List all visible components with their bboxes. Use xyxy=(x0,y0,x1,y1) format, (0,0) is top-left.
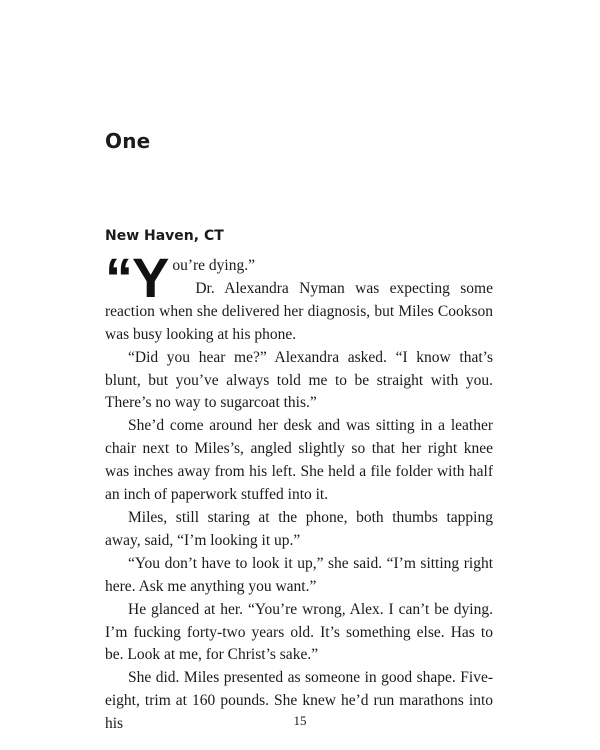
chapter-location: New Haven, CT xyxy=(105,228,224,244)
chapter-body xyxy=(105,246,493,736)
paragraph: He glanced at her. “You’re wrong, Alex. I can’t be dying. I’m fucking forty-two years old. It’s something else. Has to be. Look at me, for Christ’s sake.” xyxy=(105,600,493,664)
paragraph-opening xyxy=(105,246,493,309)
paragraph: Miles, still staring at the phone, both thumbs tapping away, said, “I’m looking it up.” xyxy=(105,508,493,549)
paragraph-text: ou’re dying.” xyxy=(172,257,255,274)
page-number: 15 xyxy=(293,713,307,728)
paragraph: “Did you hear me?” Alexandra asked. “I know that’s blunt, but you’ve always told me to be straight with you. There’s no way to sugarcoat this.” xyxy=(105,348,493,412)
chapter-title: One xyxy=(105,129,151,153)
drop-cap: “Y xyxy=(105,246,169,309)
paragraph: “You don’t have to look it up,” she said. “I’m sitting right here. Ask me anything you want.” xyxy=(105,554,493,595)
paragraph: She’d come around her desk and was sitting in a leather chair next to Miles’s, angled slightly so that her right knee was inches away from his left. She held a file folder with half an inch of paperwork stuffed into it. xyxy=(105,417,493,504)
paragraph: Dr. Alexandra Nyman was expecting some reaction when she delivered her diagnosis, but Miles Cookson was busy looking at his phone. xyxy=(105,279,493,343)
paragraph: She did. Miles presented as someone in good shape. Five-eight, trim at 160 pounds. She knew he’d run marathons into his xyxy=(105,669,493,733)
